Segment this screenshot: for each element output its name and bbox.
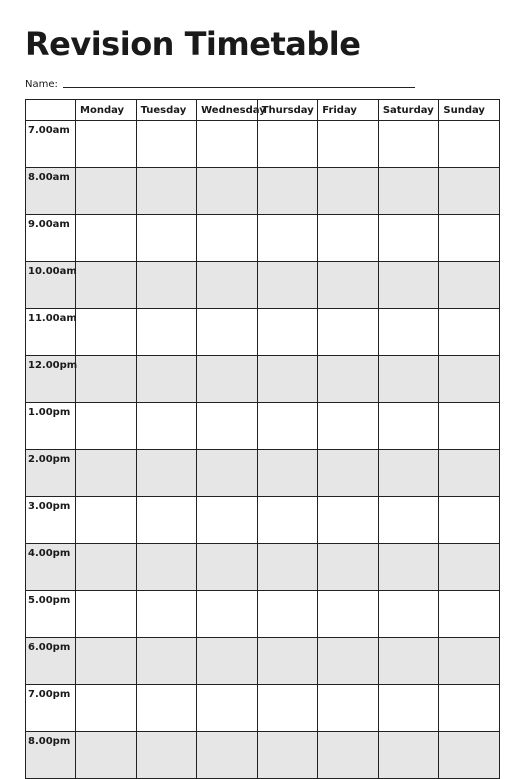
slot-cell-tuesday[interactable] bbox=[136, 168, 197, 215]
slot-cell-wednesday[interactable] bbox=[197, 403, 258, 450]
slot-cell-tuesday[interactable] bbox=[136, 450, 197, 497]
slot-cell-friday[interactable] bbox=[318, 168, 379, 215]
slot-cell-wednesday[interactable] bbox=[197, 356, 258, 403]
slot-cell-monday[interactable] bbox=[76, 215, 137, 262]
slot-cell-sunday[interactable] bbox=[439, 215, 500, 262]
slot-cell-friday[interactable] bbox=[318, 121, 379, 168]
slot-cell-wednesday[interactable] bbox=[197, 168, 258, 215]
slot-cell-sunday[interactable] bbox=[439, 638, 500, 685]
slot-cell-friday[interactable] bbox=[318, 215, 379, 262]
slot-cell-thursday[interactable] bbox=[257, 309, 318, 356]
slot-cell-saturday[interactable] bbox=[378, 121, 439, 168]
slot-cell-monday[interactable] bbox=[76, 168, 137, 215]
slot-cell-saturday[interactable] bbox=[378, 732, 439, 779]
slot-cell-thursday[interactable] bbox=[257, 121, 318, 168]
slot-cell-tuesday[interactable] bbox=[136, 544, 197, 591]
slot-cell-saturday[interactable] bbox=[378, 168, 439, 215]
slot-cell-tuesday[interactable] bbox=[136, 591, 197, 638]
slot-cell-monday[interactable] bbox=[76, 685, 137, 732]
time-label: 7.00pm bbox=[26, 685, 76, 732]
time-row bbox=[26, 638, 500, 685]
slot-cell-wednesday[interactable] bbox=[197, 732, 258, 779]
slot-cell-tuesday[interactable] bbox=[136, 638, 197, 685]
slot-cell-monday[interactable] bbox=[76, 638, 137, 685]
slot-cell-sunday[interactable] bbox=[439, 591, 500, 638]
slot-cell-sunday[interactable] bbox=[439, 732, 500, 779]
time-row bbox=[26, 356, 500, 403]
slot-cell-saturday[interactable] bbox=[378, 685, 439, 732]
slot-cell-monday[interactable] bbox=[76, 309, 137, 356]
slot-cell-sunday[interactable] bbox=[439, 262, 500, 309]
day-header-saturday: Saturday bbox=[378, 100, 439, 121]
slot-cell-wednesday[interactable] bbox=[197, 544, 258, 591]
time-label: 1.00pm bbox=[26, 403, 76, 450]
time-row bbox=[26, 497, 500, 544]
slot-cell-friday[interactable] bbox=[318, 403, 379, 450]
slot-cell-tuesday[interactable] bbox=[136, 309, 197, 356]
slot-cell-saturday[interactable] bbox=[378, 450, 439, 497]
slot-cell-sunday[interactable] bbox=[439, 121, 500, 168]
time-row bbox=[26, 403, 500, 450]
slot-cell-thursday[interactable] bbox=[257, 591, 318, 638]
slot-cell-tuesday[interactable] bbox=[136, 403, 197, 450]
time-row bbox=[26, 591, 500, 638]
slot-cell-friday[interactable] bbox=[318, 732, 379, 779]
day-header-friday: Friday bbox=[318, 100, 379, 121]
slot-cell-thursday[interactable] bbox=[257, 403, 318, 450]
time-label: 7.00am bbox=[26, 121, 76, 168]
time-label: 3.00pm bbox=[26, 497, 76, 544]
slot-cell-sunday[interactable] bbox=[439, 450, 500, 497]
time-label: 5.00pm bbox=[26, 591, 76, 638]
slot-cell-friday[interactable] bbox=[318, 450, 379, 497]
timetable-grid bbox=[25, 99, 500, 779]
time-row bbox=[26, 168, 500, 215]
time-label: 8.00am bbox=[26, 168, 76, 215]
slot-cell-thursday[interactable] bbox=[257, 215, 318, 262]
slot-cell-monday[interactable] bbox=[76, 732, 137, 779]
slot-cell-saturday[interactable] bbox=[378, 356, 439, 403]
slot-cell-tuesday[interactable] bbox=[136, 497, 197, 544]
slot-cell-wednesday[interactable] bbox=[197, 215, 258, 262]
slot-cell-sunday[interactable] bbox=[439, 403, 500, 450]
slot-cell-monday[interactable] bbox=[76, 450, 137, 497]
time-label: 12.00pm bbox=[26, 356, 76, 403]
slot-cell-wednesday[interactable] bbox=[197, 121, 258, 168]
page-title: Revision Timetable bbox=[25, 25, 361, 63]
slot-cell-saturday[interactable] bbox=[378, 215, 439, 262]
slot-cell-thursday[interactable] bbox=[257, 356, 318, 403]
slot-cell-sunday[interactable] bbox=[439, 356, 500, 403]
slot-cell-thursday[interactable] bbox=[257, 638, 318, 685]
slot-cell-wednesday[interactable] bbox=[197, 309, 258, 356]
header-row bbox=[26, 100, 500, 121]
slot-cell-saturday[interactable] bbox=[378, 544, 439, 591]
time-row bbox=[26, 215, 500, 262]
slot-cell-thursday[interactable] bbox=[257, 732, 318, 779]
slot-cell-thursday[interactable] bbox=[257, 685, 318, 732]
slot-cell-saturday[interactable] bbox=[378, 638, 439, 685]
slot-cell-thursday[interactable] bbox=[257, 544, 318, 591]
slot-cell-sunday[interactable] bbox=[439, 309, 500, 356]
slot-cell-monday[interactable] bbox=[76, 497, 137, 544]
slot-cell-friday[interactable] bbox=[318, 309, 379, 356]
slot-cell-monday[interactable] bbox=[76, 403, 137, 450]
slot-cell-saturday[interactable] bbox=[378, 591, 439, 638]
slot-cell-wednesday[interactable] bbox=[197, 450, 258, 497]
slot-cell-wednesday[interactable] bbox=[197, 497, 258, 544]
slot-cell-saturday[interactable] bbox=[378, 262, 439, 309]
slot-cell-monday[interactable] bbox=[76, 356, 137, 403]
timetable-body bbox=[26, 121, 500, 779]
day-header-wednesday: Wednesday bbox=[197, 100, 258, 121]
time-label: 9.00am bbox=[26, 215, 76, 262]
slot-cell-thursday[interactable] bbox=[257, 262, 318, 309]
name-underline[interactable] bbox=[63, 87, 415, 88]
slot-cell-tuesday[interactable] bbox=[136, 356, 197, 403]
slot-cell-saturday[interactable] bbox=[378, 309, 439, 356]
slot-cell-sunday[interactable] bbox=[439, 685, 500, 732]
name-label: Name: bbox=[25, 79, 58, 90]
slot-cell-saturday[interactable] bbox=[378, 497, 439, 544]
slot-cell-wednesday[interactable] bbox=[197, 262, 258, 309]
day-header-thursday: Thursday bbox=[257, 100, 318, 121]
time-label: 10.00am bbox=[26, 262, 76, 309]
slot-cell-friday[interactable] bbox=[318, 591, 379, 638]
slot-cell-tuesday[interactable] bbox=[136, 121, 197, 168]
time-row bbox=[26, 262, 500, 309]
slot-cell-friday[interactable] bbox=[318, 356, 379, 403]
slot-cell-sunday[interactable] bbox=[439, 497, 500, 544]
time-row bbox=[26, 732, 500, 779]
slot-cell-wednesday[interactable] bbox=[197, 638, 258, 685]
time-label: 6.00pm bbox=[26, 638, 76, 685]
day-header-tuesday: Tuesday bbox=[136, 100, 197, 121]
slot-cell-friday[interactable] bbox=[318, 544, 379, 591]
time-row bbox=[26, 121, 500, 168]
slot-cell-friday[interactable] bbox=[318, 497, 379, 544]
name-field-row bbox=[25, 76, 415, 90]
slot-cell-sunday[interactable] bbox=[439, 168, 500, 215]
day-header-monday: Monday bbox=[76, 100, 137, 121]
slot-cell-monday[interactable] bbox=[76, 544, 137, 591]
slot-cell-friday[interactable] bbox=[318, 262, 379, 309]
day-header-sunday: Sunday bbox=[439, 100, 500, 121]
slot-cell-thursday[interactable] bbox=[257, 168, 318, 215]
slot-cell-saturday[interactable] bbox=[378, 403, 439, 450]
time-row bbox=[26, 450, 500, 497]
time-row bbox=[26, 309, 500, 356]
time-label: 2.00pm bbox=[26, 450, 76, 497]
slot-cell-sunday[interactable] bbox=[439, 544, 500, 591]
slot-cell-friday[interactable] bbox=[318, 638, 379, 685]
slot-cell-monday[interactable] bbox=[76, 121, 137, 168]
slot-cell-friday[interactable] bbox=[318, 685, 379, 732]
header-corner-cell bbox=[26, 100, 76, 121]
time-row bbox=[26, 685, 500, 732]
time-label: 11.00am bbox=[26, 309, 76, 356]
time-label: 4.00pm bbox=[26, 544, 76, 591]
slot-cell-tuesday[interactable] bbox=[136, 262, 197, 309]
slot-cell-monday[interactable] bbox=[76, 591, 137, 638]
slot-cell-thursday[interactable] bbox=[257, 497, 318, 544]
slot-cell-tuesday[interactable] bbox=[136, 215, 197, 262]
slot-cell-tuesday[interactable] bbox=[136, 685, 197, 732]
slot-cell-thursday[interactable] bbox=[257, 450, 318, 497]
slot-cell-monday[interactable] bbox=[76, 262, 137, 309]
slot-cell-wednesday[interactable] bbox=[197, 685, 258, 732]
time-row bbox=[26, 544, 500, 591]
slot-cell-tuesday[interactable] bbox=[136, 732, 197, 779]
slot-cell-wednesday[interactable] bbox=[197, 591, 258, 638]
time-label: 8.00pm bbox=[26, 732, 76, 779]
